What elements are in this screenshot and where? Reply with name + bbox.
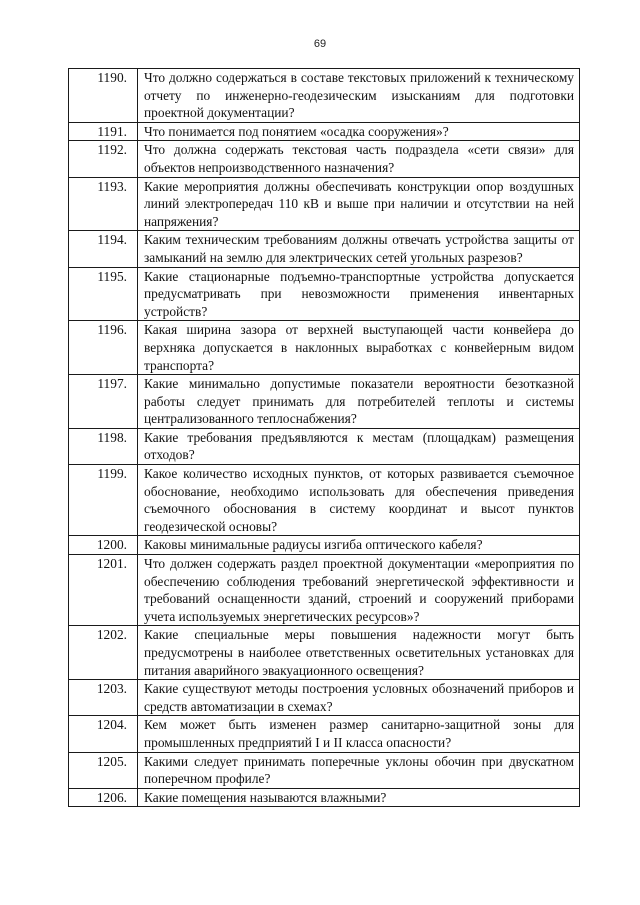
question-number: 1206. [69,788,138,807]
question-text: Что должна содержать текстовая часть подраздела «сети связи» для объектов непроизводственного назначения? [138,141,580,177]
question-row [69,752,580,788]
questions-table-body [69,69,580,807]
question-number: 1200. [69,536,138,555]
question-number: 1191. [69,122,138,141]
question-text: Какие минимально допустимые показатели вероятности безотказной работы следует принимать для потребителей теплоты и системы централизованного теплоснабжения? [138,375,580,429]
question-text: Кем может быть изменен размер санитарно-защитной зоны для промышленных предприятий I и II класса опасности? [138,716,580,752]
question-number: 1201. [69,555,138,626]
question-number: 1203. [69,680,138,716]
page-number: 69 [313,38,327,50]
question-row [69,716,580,752]
question-text: Каким техническим требованиям должны отвечать устройства защиты от замыканий на землю для электрических сетей угольных разрезов? [138,231,580,267]
question-row [69,69,580,123]
question-number: 1202. [69,626,138,680]
question-number: 1192. [69,141,138,177]
question-number: 1205. [69,752,138,788]
question-number: 1199. [69,465,138,536]
question-number: 1198. [69,428,138,464]
question-text: Что должно содержаться в составе текстовых приложений к техническому отчету по инженерно-геодезическим изысканиям для подготовки проектной документации? [138,69,580,123]
question-row [69,680,580,716]
question-text: Каковы минимальные радиусы изгиба оптического кабеля? [138,536,580,555]
question-row [69,141,580,177]
question-row [69,626,580,680]
questions-table [68,68,580,807]
question-row [69,788,580,807]
question-text: Какое количество исходных пунктов, от которых развивается съемочное обоснование, необходимо использовать для обеспечения приведения съемочного обоснования в систему координат и высот пунктов геодезической основы? [138,465,580,536]
question-text: Какие помещения называются влажными? [138,788,580,807]
question-text: Что понимается под понятием «осадка сооружения»? [138,122,580,141]
question-text: Какие мероприятия должны обеспечивать конструкции опор воздушных линий электропередач 110 кВ и выше при наличии и отсутствии на ней напряжения? [138,177,580,231]
question-row [69,536,580,555]
question-number: 1196. [69,321,138,375]
question-text: Какая ширина зазора от верхней выступающей части конвейера до верхняка допускается в наклонных выработках с конвейерным видом транспорта? [138,321,580,375]
question-number: 1195. [69,267,138,321]
question-text: Какие специальные меры повышения надежности могут быть предусмотрены в наиболее ответственных осветительных установках для питания аварийного эвакуационного освещения? [138,626,580,680]
question-text: Какие требования предъявляются к местам (площадкам) размещения отходов? [138,428,580,464]
question-row [69,321,580,375]
question-text: Что должен содержать раздел проектной документации «мероприятия по обеспечению соблюдения требований энергетической эффективности и требований оснащенности зданий, строений и сооружений приборами учета используемых энергетических ресурсов»? [138,555,580,626]
question-number: 1204. [69,716,138,752]
question-text: Какими следует принимать поперечные уклоны обочин при двускатном поперечном профиле? [138,752,580,788]
question-row [69,555,580,626]
question-row [69,231,580,267]
question-row [69,375,580,429]
question-number: 1197. [69,375,138,429]
question-row [69,177,580,231]
question-number: 1193. [69,177,138,231]
question-row [69,122,580,141]
question-row [69,465,580,536]
question-number: 1190. [69,69,138,123]
question-text: Какие существуют методы построения условных обозначений приборов и средств автоматизации в схемах? [138,680,580,716]
question-row [69,428,580,464]
question-number: 1194. [69,231,138,267]
question-row [69,267,580,321]
question-text: Какие стационарные подъемно-транспортные устройства допускается предусматривать при невозможности применения инвентарных устройств? [138,267,580,321]
